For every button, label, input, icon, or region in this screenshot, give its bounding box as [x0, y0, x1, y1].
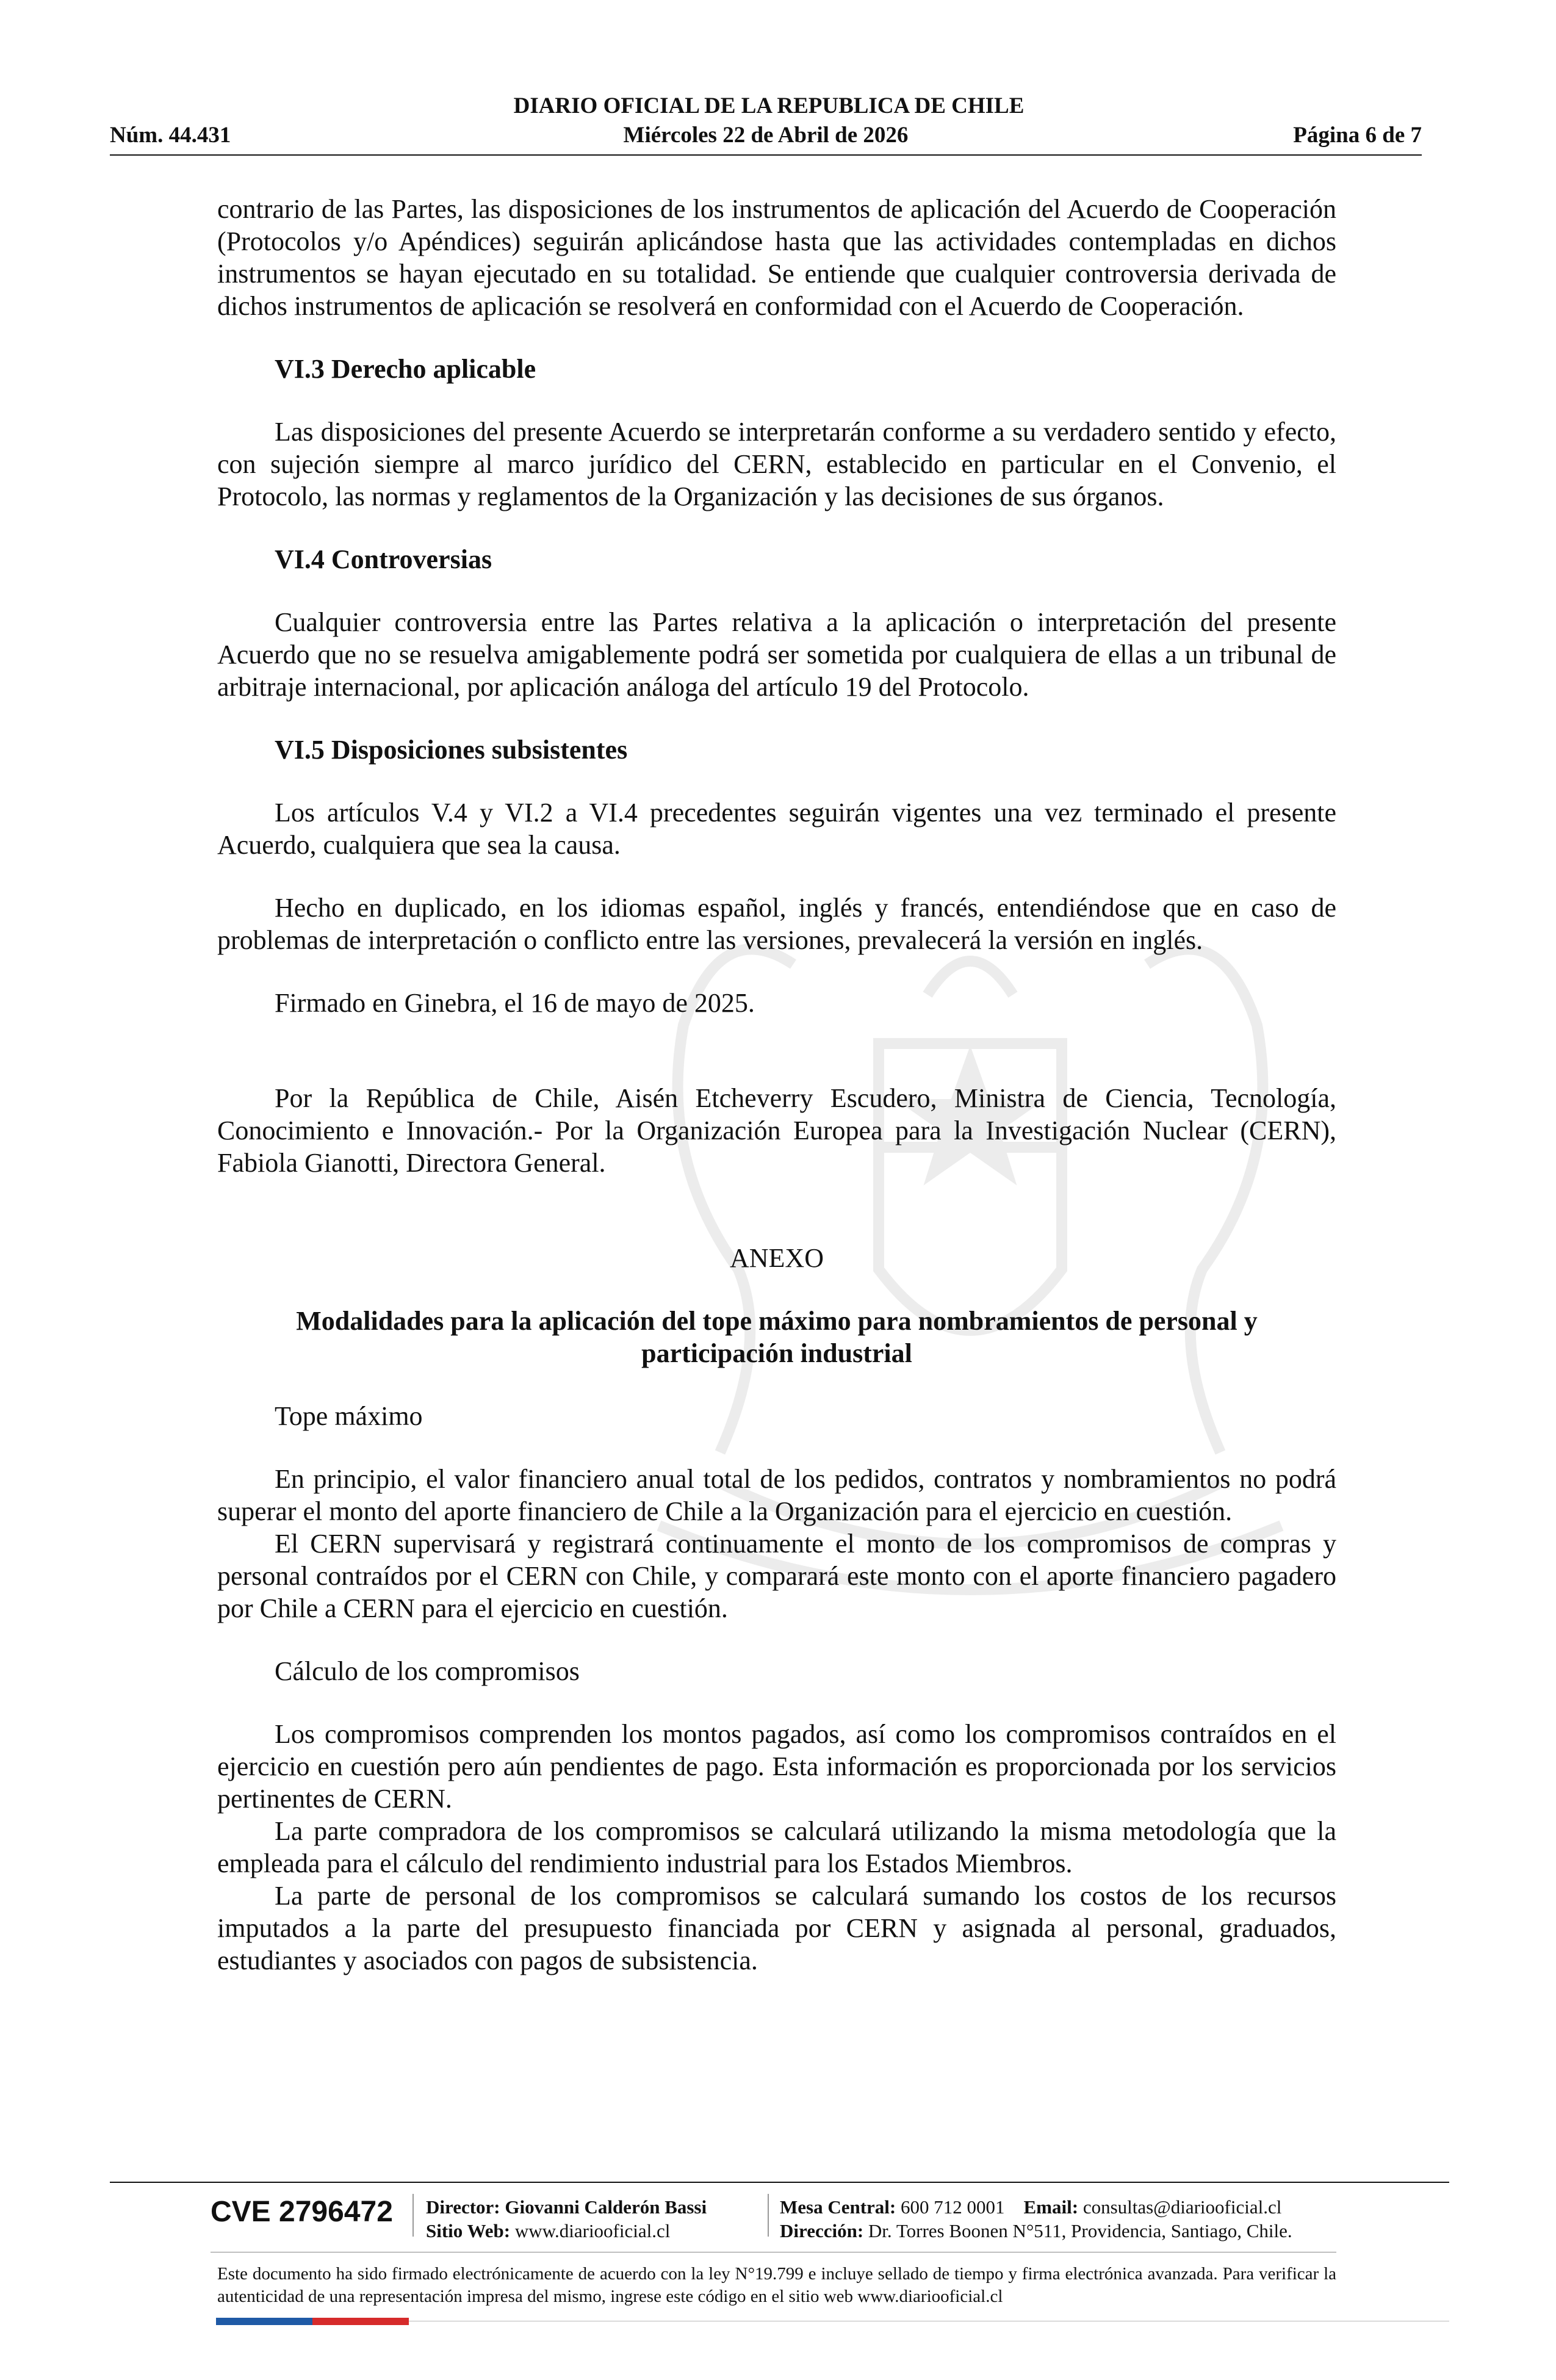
newspaper-title: DIARIO OFICIAL DE LA REPUBLICA DE CHILE [513, 93, 1025, 118]
heading-vi4: VI.4 Controversias [275, 544, 492, 574]
cve-code: CVE 2796472 [211, 2196, 393, 2228]
subheading-calculo: Cálculo de los compromisos [275, 1656, 580, 1686]
phone-value: 600 712 0001 [901, 2196, 1005, 2218]
page-number: Página 6 de 7 [1293, 123, 1422, 148]
paragraph-tope-2: El CERN supervisará y registrará continuamente el monto de los compromisos de compras y personal contraídos por el CERN con Chile, y comparará este monto con el aporte financiero pagadero por Chile a CERN para el ejercicio en cuestión. [217, 1529, 1336, 1623]
heading-vi3: VI.3 Derecho aplicable [275, 354, 536, 384]
paragraph-calculo-1: Los compromisos comprenden los montos pagados, así como los compromisos contraídos en el ejercicio en cuestión pero aún pendientes de pago. Esta información es proporcionada por los servicios pertinentes de CERN. [217, 1719, 1336, 1814]
paragraph-firmado: Firmado en Ginebra, el 16 de mayo de 2025. [275, 988, 755, 1018]
director-label: Director: [426, 2196, 500, 2218]
subheading-tope-maximo: Tope máximo [275, 1401, 423, 1431]
paragraph-duplicado: Hecho en duplicado, en los idiomas español, inglés y francés, entendiéndose que en caso de problemas de interpretación o conflicto entre las versiones, prevalecerá la versión en inglés. [217, 893, 1336, 955]
flag-stripe-red [312, 2318, 409, 2325]
footer-divider [110, 2182, 1449, 2183]
footer-director-block [426, 2195, 707, 2243]
paragraph-calculo-2: La parte compradora de los compromisos se calculará utilizando la misma metodología que la empleada para el cálculo del rendimiento industrial para los Estados Miembros. [217, 1816, 1336, 1878]
document-body [217, 193, 1336, 1977]
phone-label: Mesa Central: [780, 2196, 896, 2218]
annex-heading: ANEXO [730, 1243, 824, 1273]
signature-notice: Este documento ha sido firmado electrónicamente de acuerdo con la ley N°19.799 e incluye sellado de tiempo y firma electrónica avanzada. Para verificar la autenticidad de una representación impresa del mismo, ingrese este código en el sitio web www.diariooficial.cl [217, 2264, 1336, 2306]
issue-date: Miércoles 22 de Abril de 2026 [623, 123, 909, 148]
paragraph-calculo-3: La parte de personal de los compromisos se calculará sumando los costos de los recursos imputados a la parte del presupuesto financiada por CERN y asignada al personal, graduados, estudiantes y asociados con pagos de subsistencia. [217, 1881, 1336, 1975]
header-divider [110, 154, 1422, 156]
flag-stripe-blue [216, 2318, 312, 2325]
email-link[interactable]: consultas@diariooficial.cl [1082, 2196, 1282, 2218]
page-header [110, 122, 1422, 153]
website-label: Sitio Web: [426, 2220, 511, 2241]
issue-number: Núm. 44.431 [110, 123, 231, 148]
address-label: Dirección: [780, 2220, 864, 2241]
paragraph-tope-1: En principio, el valor financiero anual total de los pedidos, contratos y nombramientos no podrá superar el monto del aporte financiero de Chile a la Organización para el ejercicio en cuestión. [217, 1464, 1336, 1526]
annex-title: Modalidades para la aplicación del tope máximo para nombramientos de personal y participación industrial [296, 1306, 1258, 1368]
footer-separator [768, 2194, 769, 2237]
paragraph-firmantes: Por la República de Chile, Aisén Etcheverry Escudero, Ministra de Ciencia, Tecnología, Conocimiento e Innovación.- Por la Organización Europea para la Investigación Nuclear (CERN), Fabiola Gianotti, Directora General. [217, 1083, 1336, 1178]
paragraph-vi3: Las disposiciones del presente Acuerdo se interpretarán conforme a su verdadero sentido y efecto, con sujeción siempre al marco jurídico del CERN, establecido en particular en el Convenio, el Protocolo, las normas y reglamentos de la Organización y las decisiones de sus órganos. [217, 417, 1336, 511]
paragraph-vi5: Los artículos V.4 y VI.2 a VI.4 precedentes seguirán vigentes una vez terminado el presente Acuerdo, cualquiera que sea la causa. [217, 798, 1336, 860]
paragraph-vi4: Cualquier controversia entre las Partes relativa a la aplicación o interpretación del presente Acuerdo que no se resuelva amigablemente podrá ser sometida por cualquiera de ellas a un tribunal de arbitraje internacional, por aplicación análoga del artículo 19 del Protocolo. [217, 607, 1336, 702]
website-link[interactable]: www.diariooficial.cl [514, 2220, 671, 2241]
address-value: Dr. Torres Boonen N°511, Providencia, Santiago, Chile. [868, 2220, 1292, 2241]
director-name: Giovanni Calderón Bassi [505, 2196, 707, 2218]
email-label: Email: [1023, 2196, 1079, 2218]
heading-vi5: VI.5 Disposiciones subsistentes [275, 735, 628, 765]
paragraph-intro: contrario de las Partes, las disposiciones de los instrumentos de aplicación del Acuerdo de Cooperación (Protocolos y/o Apéndices) seguirán aplicándose hasta que las actividades contempladas en dichos instrumentos se hayan ejecutado en su totalidad. Se entiende que cualquier controversia derivada de dichos instrumentos de aplicación se resolverá en conformidad con el Acuerdo de Cooperación. [217, 194, 1336, 321]
footer-contact-block [780, 2195, 1292, 2243]
footer-separator [412, 2194, 414, 2237]
